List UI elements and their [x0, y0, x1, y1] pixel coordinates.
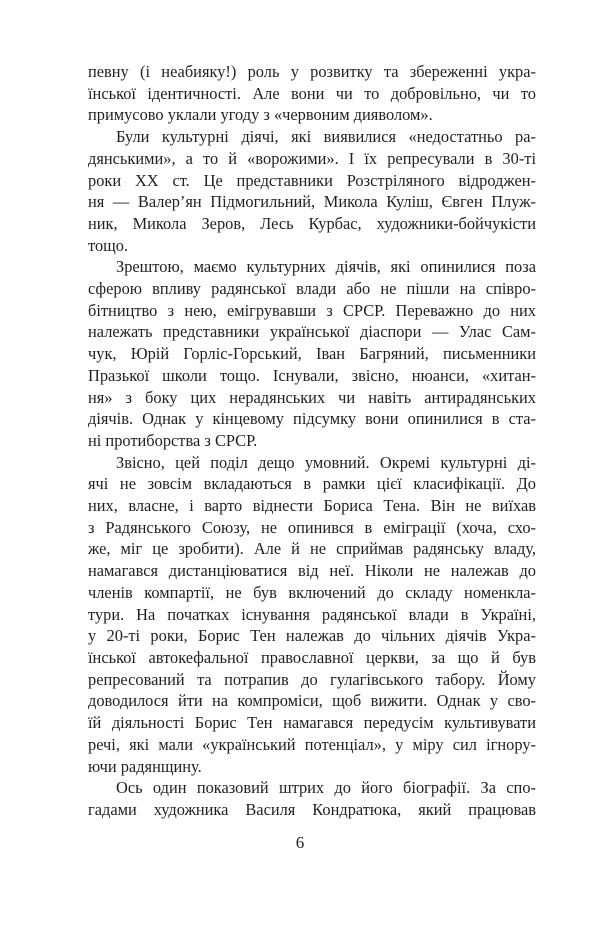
text-line: Звісно, цей поділ дещо умовний. Окремі культурні ді- [116, 452, 536, 472]
paragraph [88, 452, 536, 778]
text-line: ячі не зовсім вкладаються в рамки цієї класифікації. До [88, 474, 536, 494]
text-line: належать представники української діаспори — Улас Сам- [88, 322, 536, 342]
text-line: гадами художника Василя Кондратюка, який працював [88, 799, 536, 819]
text-line: Празької школи тощо. Існували, звісно, нюанси, «хитан- [88, 365, 536, 385]
text-line: ючи радянщину. [88, 756, 202, 776]
text-line: певну (і неабияку!) роль у розвитку та збереженні укра- [88, 62, 536, 81]
text-line: чук, Юрій Горліс-Горський, Іван Багряний, письменники [88, 344, 536, 364]
text-line: з Радянського Союзу, не опинився в еміграції (хоча, схо- [88, 517, 536, 537]
text-line: у 20-ті роки, Борис Тен належав до чільних діячів Укра- [88, 626, 536, 646]
text-line: Зрештою, маємо культурних діячів, які опинилися поза [116, 257, 536, 277]
paragraph [88, 61, 536, 126]
text-line: тури. На початках існування радянської влади в Україні, [88, 604, 536, 624]
paragraph [88, 256, 536, 451]
text-line: речі, які мали «український потенціал», у міру сил ігнору- [88, 734, 536, 754]
text-line: дянськими», а то й «ворожими». І їх репресували в 30-ті [88, 148, 536, 168]
text-line: їнської ідентичності. Але вони чи то добровільно, чи то [88, 83, 536, 103]
text-line: ня — Валер’ян Підмогильний, Микола Куліш, Євген Плуж- [88, 192, 536, 212]
text-line: їнської автокефальної православної церкви, за що й був [88, 647, 536, 667]
text-line: тощо. [88, 235, 129, 255]
page-body-text [88, 61, 536, 821]
text-line: членів компартії, не був включений до складу номенкла- [88, 582, 536, 602]
text-line: їй діяльності Борис Тен намагався передусім культивувати [88, 713, 536, 733]
text-line: ні протиборства з СРСР. [88, 430, 258, 450]
text-line: сферою впливу радянської влади або не пішли на співро- [88, 279, 536, 299]
text-line: ник, Микола Зеров, Лесь Курбас, художники-бойчукісти [88, 213, 536, 233]
text-line: діячів. Однак у кінцевому підсумку вони опинилися в ста- [88, 409, 536, 429]
text-line: же, міг це зробити). Але й не сприймав радянську владу, [88, 539, 536, 559]
text-line: Ось один показовий штрих до його біографії. За спо- [116, 778, 536, 798]
page-number: 6 [295, 833, 305, 852]
text-line: намагався дистанціюватися від неї. Ніколи не належав до [88, 561, 536, 581]
text-line: ня» з боку цих нерадянських чи навіть антирадянських [88, 387, 536, 407]
text-line: репресований та потрапив до гулагівського табору. Йому [88, 669, 536, 689]
text-line: примусово уклали угоду з «червоним дияволом». [88, 105, 433, 125]
paragraph [88, 126, 536, 256]
text-line: доводилося йти на компроміси, щоб вижити. Однак у сво- [88, 691, 536, 711]
text-line: Були культурні діячі, які виявилися «недостатньо ра- [116, 127, 536, 147]
text-line: них, власне, і варто віднести Бориса Тена. Він не виїхав [88, 496, 536, 516]
text-line: бітництво з нею, емігрувавши з СРСР. Переважно до них [88, 300, 536, 320]
text-line: роки XX ст. Це представники Розстріляного відроджен- [88, 170, 536, 190]
paragraph [88, 777, 536, 820]
